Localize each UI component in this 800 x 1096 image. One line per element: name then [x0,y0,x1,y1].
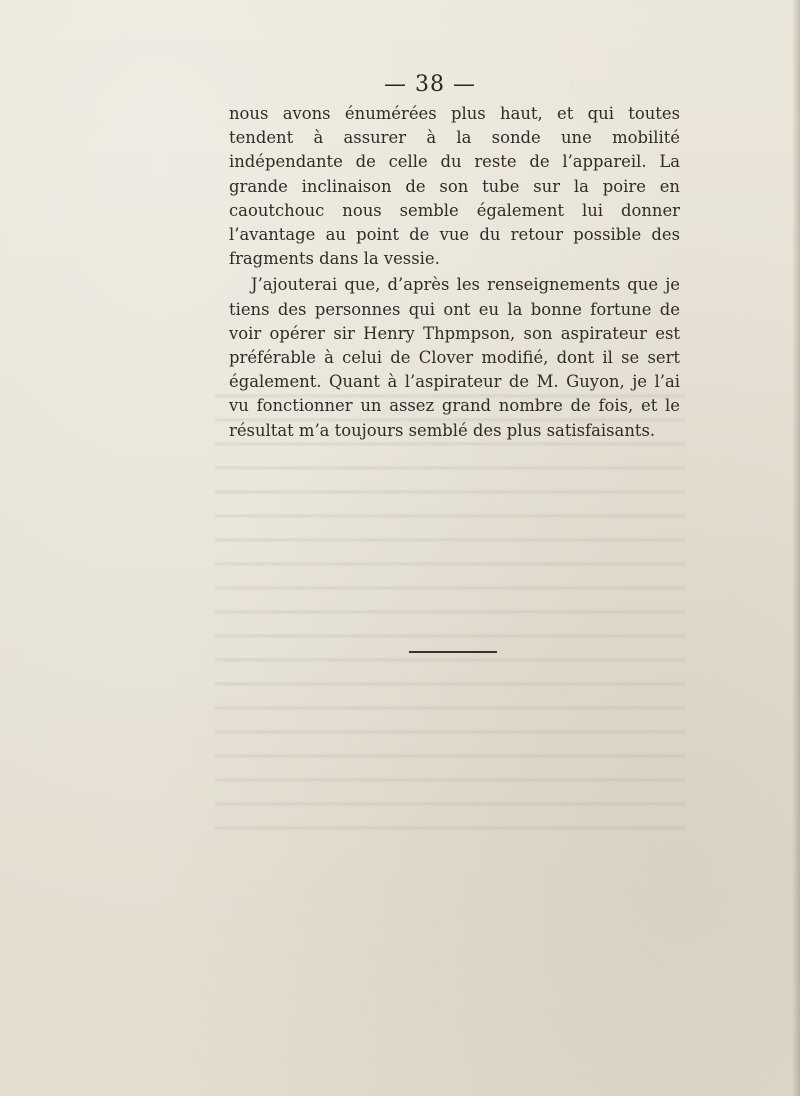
page-number: — 38 — [384,72,476,97]
paragraph-1: nous avons énumérées plus haut, et qui toutes tendent à assurer à la sonde une mobilité indépendante de celle du reste de l’appareil. La grande inclinaison de son tube sur la poire en caoutchouc nous semble également lui donner l’avantage au point de vue du retour possible des fragments dans la vessie. [229,104,680,269]
paragraph-2: J’ajouterai que, d’après les renseignements que je tiens des personnes qui ont eu la bonne fortune de voir opérer sir Henry Thpmpson, son aspirateur est préférable à celui de Clover modifié, dont il se sert également. Quant à l’aspirateur de M. Guyon, je l’ai vu fonctionner un assez grand nombre de fois, et le résultat m’a toujours semblé des plus satisfaisants. [229,275,680,440]
body-text [229,102,680,443]
page-edge-shadow [792,0,800,1096]
show-through-text [215,380,685,840]
section-separator-line [409,651,497,653]
